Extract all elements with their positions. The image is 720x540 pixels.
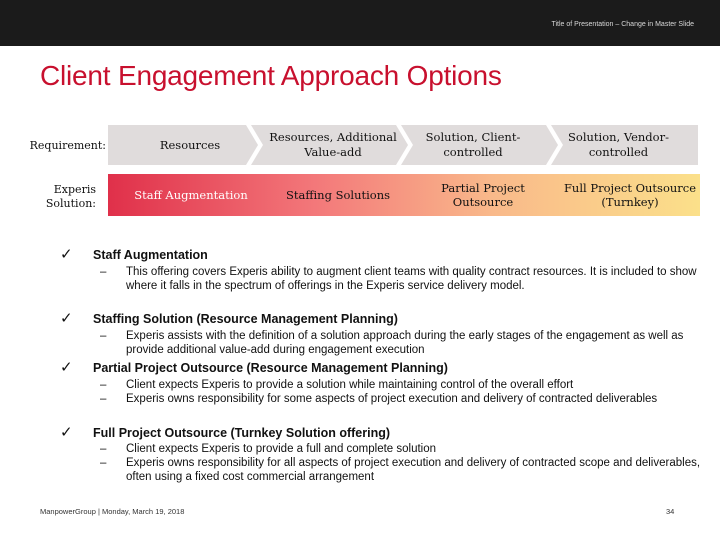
requirement-band	[108, 125, 698, 165]
page-number: 34	[666, 507, 675, 516]
checkmark-icon: ✓	[60, 246, 73, 263]
dash-icon: –	[100, 330, 107, 342]
dash-icon: –	[100, 379, 107, 391]
solution-band	[108, 174, 700, 216]
footer-text: ManpowerGroup | Monday, March 19, 2018	[40, 507, 185, 516]
solution-row-label: Experis Solution:	[45, 183, 96, 210]
requirement-row-label: Requirement:	[29, 139, 106, 152]
bullet-title: Staffing Solution (Resource Management Planning)	[93, 312, 398, 326]
bullet-subitem-text: Experis assists with the definition of a solution approach during the early stages of the engagement as well as provide additional value-add during engagement execution	[126, 330, 684, 356]
bullet-subitem-text: This offering covers Experis ability to augment client teams with quality contract resources. It is included to show where it falls in the spectrum of offerings in the Experis service delivery model.	[126, 266, 697, 292]
checkmark-icon: ✓	[60, 424, 73, 441]
bullet-subitem-text: Experis owns responsibility for some aspects of project execution and delivery of contracted deliverables	[126, 393, 658, 405]
dash-icon: –	[100, 266, 107, 278]
bullet-title: Staff Augmentation	[93, 248, 208, 262]
requirement-resources-value-add: Resources, Additional Value-add	[269, 130, 397, 159]
checkmark-icon: ✓	[60, 310, 73, 327]
requirement-solution-vendor: Solution, Vendor-controlled	[568, 130, 669, 159]
bullet-subitem-text: Client expects Experis to provide a solution while maintaining control of the overall effort	[126, 379, 574, 391]
bullet-title: Full Project Outsource (Turnkey Solution offering)	[93, 426, 391, 440]
dash-icon: –	[100, 393, 107, 405]
presentation-title: Title of Presentation – Change in Master Slide	[551, 21, 694, 28]
solution-staff-augmentation: Staff Augmentation	[134, 188, 248, 202]
checkmark-icon: ✓	[60, 359, 73, 376]
page-title: Client Engagement Approach Options	[40, 60, 502, 91]
bullet-title: Partial Project Outsource (Resource Management Planning)	[93, 361, 448, 375]
solution-staffing-solutions: Staffing Solutions	[285, 188, 391, 202]
requirement-solution-client: Solution, Client-controlled	[425, 130, 521, 159]
dash-icon: –	[100, 443, 107, 455]
requirement-resources: Resources	[159, 137, 221, 152]
dash-icon: –	[100, 457, 107, 469]
solution-full-outsource: Full Project Outsource (Turnkey)	[563, 181, 697, 209]
bullet-subitem-text: Client expects Experis to provide a full and complete solution	[126, 443, 437, 455]
solution-partial-outsource: Partial Project Outsource	[441, 181, 525, 209]
bullet-subitem-text: Experis owns responsibility for all aspects of project execution and delivery of contracted scope and deliverables, often using a fixed cost commercial arrangement	[126, 457, 701, 483]
header-bar	[0, 0, 720, 46]
